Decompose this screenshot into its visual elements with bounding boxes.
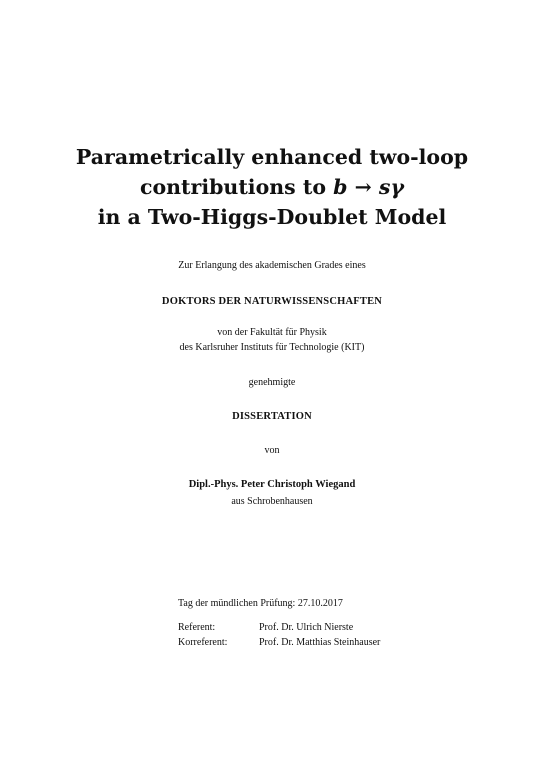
referee-role: Referent:	[178, 622, 216, 633]
approved-label: genehmigte	[248, 377, 296, 388]
referee-list	[178, 620, 380, 650]
by-label: von	[264, 445, 280, 456]
exam-date: Tag der mündlichen Prüfung: 27.10.2017	[178, 598, 343, 609]
thesis-title-line-2	[0, 172, 544, 202]
thesis-title-math: b → sγ	[333, 175, 404, 199]
author-name: Dipl.-Phys. Peter Christoph Wiegand	[188, 479, 356, 490]
coreferee-row	[178, 635, 380, 650]
degree-name: DOKTORS DER NATURWISSENSCHAFTEN	[161, 296, 383, 307]
thesis-title-line-3: in a Two-Higgs-Doublet Model	[97, 205, 447, 229]
thesis-title-line-2-text: contributions to	[139, 175, 334, 199]
referee-row	[178, 620, 380, 635]
faculty-line-1: von der Fakultät für Physik	[217, 327, 327, 338]
thesis-title-line-1: Parametrically enhanced two-loop	[75, 145, 469, 169]
degree-purpose: Zur Erlangung des akademischen Grades eines	[178, 260, 366, 271]
faculty-line-2: des Karlsruher Instituts für Technologie (KIT)	[179, 342, 365, 353]
author-origin: aus Schrobenhausen	[231, 496, 313, 507]
coreferee-name: Prof. Dr. Matthias Steinhauser	[259, 637, 381, 648]
referee-name: Prof. Dr. Ulrich Nierste	[259, 622, 354, 633]
coreferee-role: Korreferent:	[178, 637, 228, 648]
document-type: DISSERTATION	[232, 411, 312, 422]
thesis-title	[0, 142, 544, 232]
